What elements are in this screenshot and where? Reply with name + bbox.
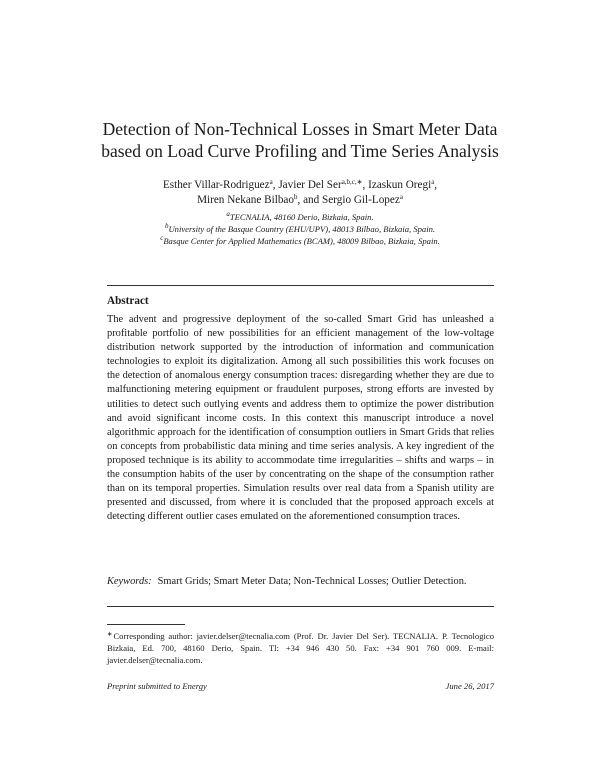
affiliation (60, 235, 540, 247)
footnote-text: Corresponding author: javier.delser@tecnalia.com (Prof. Dr. Javier Del Ser). TECNALIA. P. Tecnologico Bizkaia, Ed. 700, 48160 Derio, Spain. Tl: +34 946 430 50. Fax: +34 901 760 009. E-mail: javier.delser@tecnalia.com. (107, 631, 494, 665)
author-name: Javier Del Ser (278, 179, 342, 191)
affiliation-text: Basque Center for Applied Mathematics (BCAM), 48009 Bilbao, Bizkaia, Spain. (163, 236, 440, 246)
author-affil-mark: b (294, 193, 298, 201)
abstract-bottom-rule (107, 606, 494, 607)
keywords-label: Keywords: (107, 576, 152, 587)
author-name: Sergio Gil-Lopez (322, 194, 400, 206)
keywords-text: Smart Grids; Smart Meter Data; Non-Technical Losses; Outlier Detection. (157, 576, 467, 587)
affiliation-mark: b (164, 222, 169, 230)
title-line-2: based on Load Curve Profiling and Time Series Analysis (101, 141, 499, 161)
affiliation-mark: c (160, 234, 164, 242)
author-name: Miren Nekane Bilbao (197, 194, 294, 206)
affiliation-text: University of the Basque Country (EHU/UPV), 48013 Bilbao, Bizkaia, Spain. (168, 224, 436, 234)
abstract-body: The advent and progressive deployment of the so-called Smart Grid has unleashed a profitable portfolio of new possibilities for an efficient management of the low-voltage distribution network supported by the introduction of information and communication technologies to exploit its digitalization. Among all such possibilities this work focuses on the detection of anomalous energy consumption traces: disregarding whether they are due to malfunctioning metering equipment or fraudulent purposes, strong efforts are invested by utilities to detect such outlying events and address them to optimize the power distribution and avoid significant income costs. In this context this manuscript introduce a novel algorithmic approach for the identification of consumption outliers in Smart Grids that relies on concepts from probabilistic data mining and time series analysis. A key ingredient of the proposed technique is its ability to accommodate time irregularities – shifts and warps – in the consumption habits of the user by concentrating on the shape of the consumption rather than on its temporal properties. Simulation results over real data from a Spanish utility are presented and discussed, from where it is concluded that the proposed approach excels at detecting different outlier cases emulated on the aforementioned consumption traces. (107, 314, 494, 523)
author-line-2: Miren Nekane Bilbao$^b$, and Sergio Gil-Lopez$^a$ (197, 193, 403, 206)
affiliation-mark: a (226, 210, 230, 218)
footnote-marker: ∗ (107, 631, 113, 638)
abstract-heading: Abstract (107, 295, 149, 307)
affiliation (60, 211, 540, 223)
keywords (107, 575, 494, 589)
preprint-note: Preprint submitted to Energy (107, 681, 207, 691)
corresponding-author-footnote (107, 629, 494, 666)
author-line-1: Esther Villar-Rodriguez$^a$, Javier Del Ser$^{a,b,c,∗}$, Izaskun Oregi$^a$, (162, 178, 438, 191)
author-list (60, 178, 540, 208)
footnote-rule (107, 624, 185, 625)
author-affil-mark: a (269, 178, 273, 186)
author-affil-mark: a (399, 193, 403, 201)
paper-title (70, 118, 530, 162)
author-affil-mark: a (431, 178, 435, 186)
affiliation-text: TECNALIA, 48160 Derio, Bizkaia, Spain. (229, 212, 374, 222)
author-name: Izaskun Oregi (368, 179, 432, 191)
affiliation (60, 223, 540, 235)
author-name: Esther Villar-Rodriguez (162, 179, 270, 191)
affiliation-list (60, 211, 540, 247)
author-affil-mark: a,b,c,∗ (341, 178, 363, 186)
abstract-top-rule (107, 285, 494, 286)
title-line-1: Detection of Non-Technical Losses in Smart Meter Data (102, 119, 498, 139)
preprint-date: June 26, 2017 (445, 681, 494, 691)
